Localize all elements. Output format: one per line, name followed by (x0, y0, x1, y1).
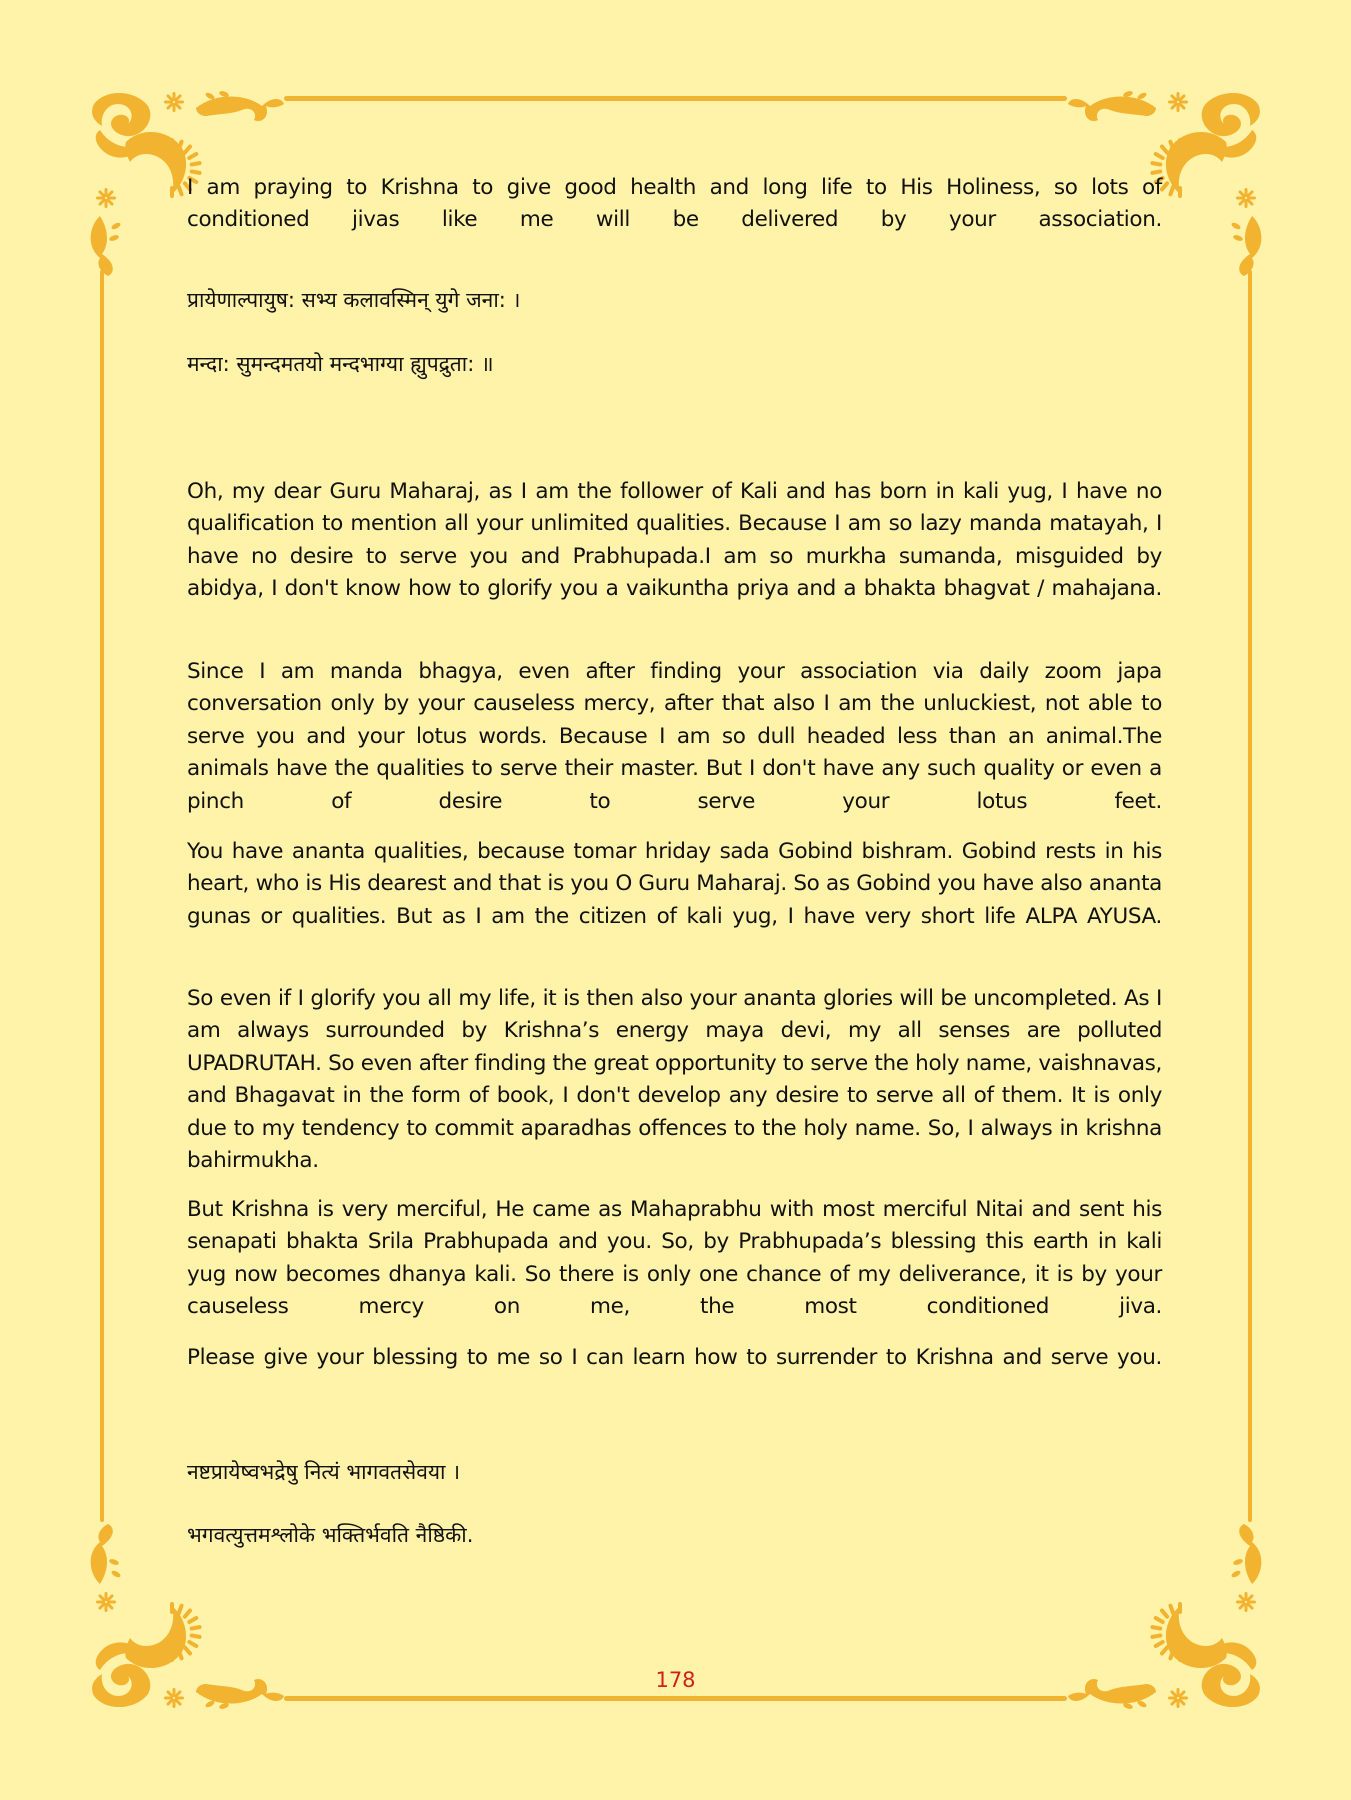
border-top-line (284, 96, 1067, 101)
body-paragraph: Since I am manda bhagya, even after finding your association via daily zoom japa conversation only by your causeless mercy, after that also I am the unluckiest, not able to serve you and your lotus words. Because I am so dull headed less than an animal.The animals have the qualities to serve their master. But I don't have any such quality or even a pinch of desire to serve your lotus feet. (187, 658, 1162, 814)
body-paragraph: Oh, my dear Guru Maharaj, as I am the follower of Kali and has born in kali yug, I have no qualification to mention all your unlimited qualities. Because I am so lazy manda matayah, I have no desire to serve you and Prabhupada.I am so murkha sumanda, misguided by abidya, I don't know how to glorify you a vaikuntha priya and a bhakta bhagvat / mahajana. (187, 478, 1162, 601)
page-number: 178 (655, 1668, 696, 1692)
sanskrit-verse-1-line-2: मन्दा: सुमन्दमतयो मन्दभाग्या ह्युपद्रुता: ॥ (187, 352, 494, 376)
border-left-line (100, 270, 104, 1522)
sanskrit-verse-2-line-2: भगवत्युत्तमश्लोके भक्तिर्भवति नैष्ठिकी. (187, 1523, 474, 1547)
body-paragraph: You have ananta qualities, because tomar hriday sada Gobind bishram. Gobind rests in his heart, who is His dearest and that is you O Guru Maharaj. So as Gobind you have also ananta gunas or qualities. But as I am the citizen of kali yug, I have very short life ALPA AYUSA. (187, 838, 1162, 929)
border-right-line (1248, 270, 1252, 1522)
sanskrit-verse-2-line-1: नष्टप्रायेष्वभद्रेषु नित्यं भागवतसेवया । (187, 1460, 461, 1484)
body-paragraph: Please give your blessing to me so I can learn how to surrender to Krishna and serve you. (187, 1344, 1162, 1370)
sanskrit-verse-1-line-1: प्रायेणाल्पायुष: सभ्य कलावस्मिन् युगे जना: । (187, 288, 521, 312)
body-paragraph: But Krishna is very merciful, He came as Mahaprabhu with most merciful Nitai and sent his senapati bhakta Srila Prabhupada and you. So, by Prabhupada’s blessing this earth in kali yug now becomes dhanya kali. So there is only one chance of my deliverance, it is by your causeless mercy on me, the most conditioned jiva. (187, 1196, 1162, 1319)
border-bottom-line (284, 1696, 1067, 1701)
body-paragraph: So even if I glorify you all my life, it is then also your ananta glories will be uncompleted. As I am always surrounded by Krishna’s energy maya devi, my all senses are polluted UPADRUTAH. So even after finding the great opportunity to serve the holy name, vaishnavas, and Bhagavat in the form of book, I don't develop any desire to serve all of them. It is only due to my tendency to commit aparadhas offences to the holy name. So, I always in krishna bahirmukha. (187, 985, 1162, 1173)
intro-paragraph: I am praying to Krishna to give good health and long life to His Holiness, so lots of conditioned jivas like me will be delivered by your association. (187, 174, 1162, 232)
